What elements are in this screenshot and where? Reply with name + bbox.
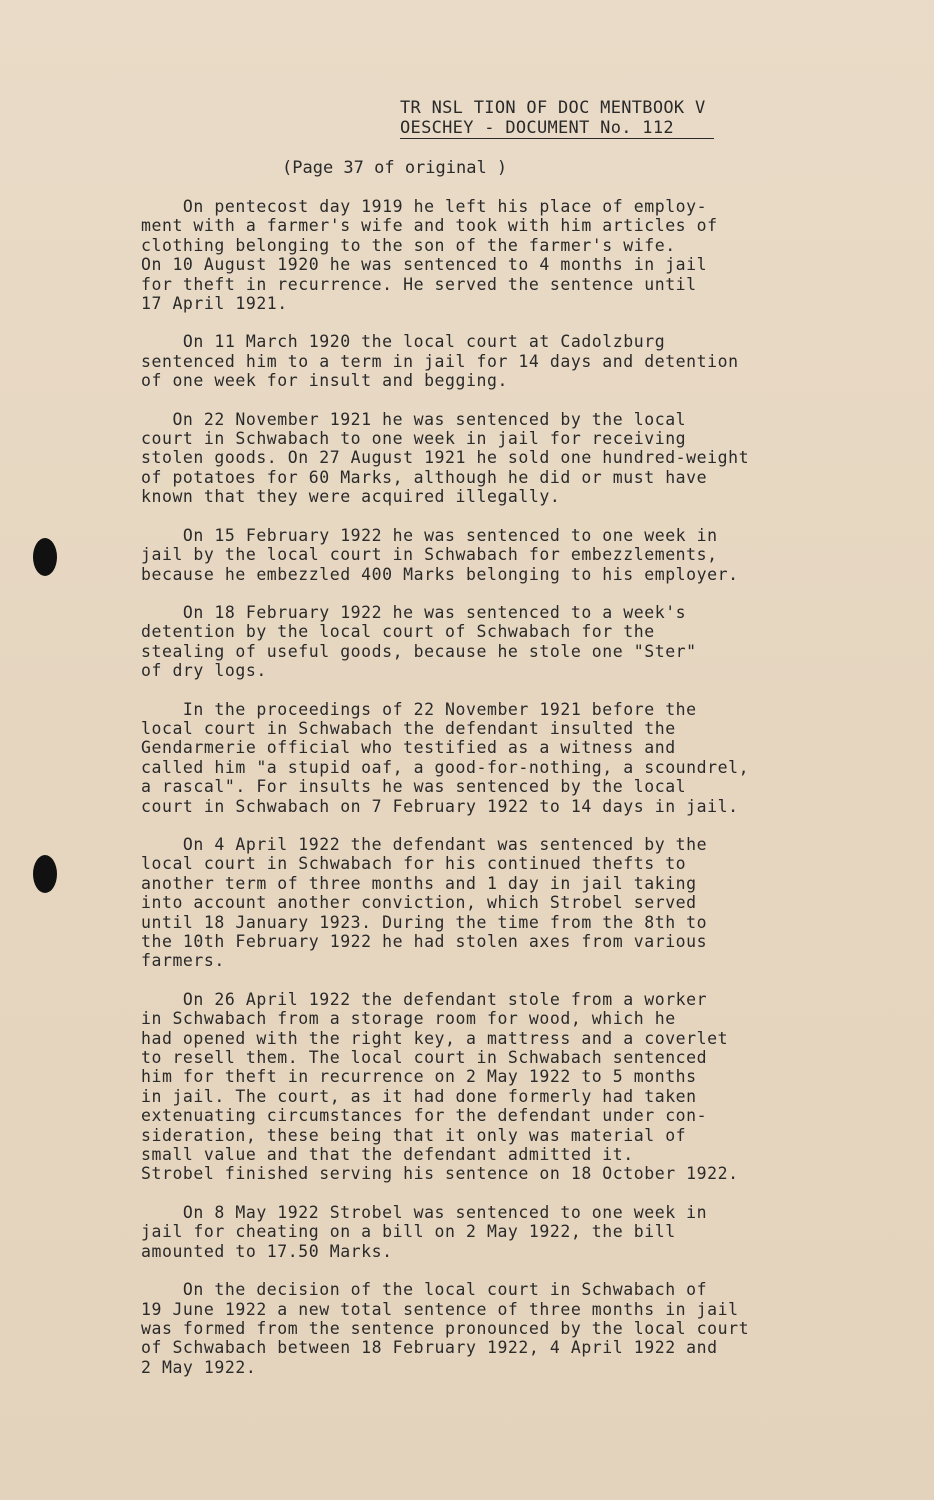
paragraph-8: On 26 April 1922 the defendant stole from a worker in Schwabach from a storage room for wood, which he had opened with the right key, a mattress and a coverlet to resell them. The local court in Schwabach sentenced him for theft in recurrence on 2 May 1922 to 5 months in jail. The court, as it had done formerly had taken extenuating circumstances for the defendant under con- sideration, these being that it only was material of small value and that the defendant admitted it. Strobel finished serving his sentence on 18 October 1922. [141,989,739,1184]
page-reference: (Page 37 of original ) [282,158,508,178]
punch-hole-bottom [33,855,57,893]
paragraph-5: On 18 February 1922 he was sentenced to a week's detention by the local court of Schwabach for the stealing of useful goods, because he stole one "Ster" of dry logs. [141,602,697,681]
header-subtitle: OESCHEY - DOCUMENT No. 112 [400,118,714,139]
punch-hole-top [33,538,57,576]
document-header [400,98,760,139]
paragraph-1: On pentecost day 1919 he left his place of employ- ment with a farmer's wife and took with him articles of clothing belonging to the son of the farmer's wife. On 10 August 1920 he was sentenced to 4 months in jail for theft in recurrence. He served the sentence until 17 April 1921. [141,197,718,314]
paragraph-3: On 22 November 1921 he was sentenced by the local court in Schwabach to one week in jail for receiving stolen goods. On 27 August 1921 he sold one hundred-weight of potatoes for 60 Marks, although he did or must have known that they were acquired illegally. [141,409,750,507]
paragraph-2: On 11 March 1920 the local court at Cadolzburg sentenced him to a term in jail for 14 days and detention of one week for insult and begging. [141,332,739,391]
paragraph-10: On the decision of the local court in Schwabach of 19 June 1922 a new total sentence of three months in jail was formed from the sentence pronounced by the local court of Schwabach between 18 February 1922, 4 April 1922 and 2 May 1922. [141,1280,750,1377]
document-body [141,197,831,1396]
paragraph-4: On 15 February 1922 he was sentenced to one week in jail by the local court in Schwabach for embezzlements, because he embezzled 400 Marks belonging to his employer. [141,525,739,584]
paragraph-9: On 8 May 1922 Strobel was sentenced to one week in jail for cheating on a bill on 2 May 1922, the bill amounted to 17.50 Marks. [141,1202,708,1261]
header-title: TR NSL TION OF DOC MENTBOOK V [400,98,706,118]
paragraph-7: On 4 April 1922 the defendant was sentenced by the local court in Schwabach for his continued thefts to another term of three months and 1 day in jail taking into account another conviction, which Strobel served until 18 January 1923. During the time from the 8th to the 10th February 1922 he had stolen axes from various farmers. [141,834,708,971]
paragraph-6: In the proceedings of 22 November 1921 before the local court in Schwabach the defendant insulted the Gendarmerie official who testified as a witness and called him "a stupid oaf, a good-for-nothing, a scoundrel, a rascal". For insults he was sentenced by the local court in Schwabach on 7 February 1922 to 14 days in jail. [141,699,750,816]
